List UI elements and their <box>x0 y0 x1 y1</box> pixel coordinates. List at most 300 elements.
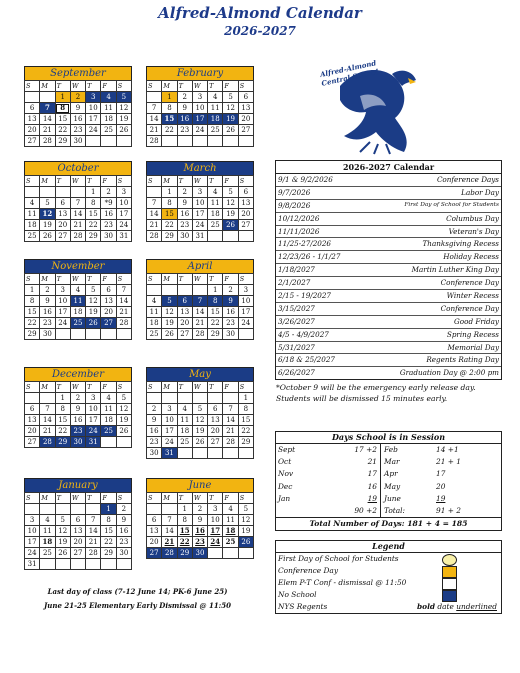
day-cell: 21 <box>192 318 207 329</box>
event-date: 11/11/2026 <box>278 226 320 236</box>
weekday-label: S <box>238 493 253 504</box>
weekday-label: T <box>86 382 101 393</box>
day-cell: 2 <box>177 92 192 103</box>
day-cell <box>147 187 162 198</box>
days-cell: Jan <box>278 493 291 503</box>
calendar-year: 2026-2027 <box>224 24 296 38</box>
day-cell: 27 <box>238 220 253 231</box>
day-cell: 7 <box>40 404 55 415</box>
day-cell: 7 <box>147 103 162 114</box>
day-cell: 8 <box>162 198 177 209</box>
day-cell: 31 <box>192 231 207 242</box>
day-cell: 23 <box>177 220 192 231</box>
day-cell <box>116 329 131 340</box>
days-cell: 16 <box>323 481 381 493</box>
day-cell <box>162 136 177 147</box>
day-cell: 6 <box>238 187 253 198</box>
month-header: September <box>24 66 132 80</box>
day-cell: 5 <box>223 92 238 103</box>
day-cell: 18 <box>101 415 116 426</box>
weekday-label: T <box>177 382 192 393</box>
day-cell: 14 <box>162 526 177 537</box>
logo-text: Alfred-Almond Central School <box>319 58 380 88</box>
day-cell: 6 <box>147 515 162 526</box>
day-cell <box>208 136 223 147</box>
day-cell: 27 <box>70 548 85 559</box>
day-cell: 11 <box>177 415 192 426</box>
day-cell: 9 <box>223 296 238 307</box>
day-cell: 21 <box>86 537 101 548</box>
weekday-label: S <box>147 274 162 285</box>
weekday-label: T <box>55 176 70 187</box>
day-cell: 8 <box>177 515 192 526</box>
legend-row <box>276 553 501 565</box>
day-cell: 8 <box>238 404 253 415</box>
day-cell: 23 <box>223 318 238 329</box>
day-cell: 27 <box>147 548 162 559</box>
day-cell: 22 <box>208 318 223 329</box>
month-october <box>24 161 132 242</box>
footer-last-day: Last day of class (7-12 June 14; PK-6 June 25) <box>47 587 228 596</box>
day-cell: 23 <box>177 125 192 136</box>
day-cell: 30 <box>147 448 162 459</box>
day-cell: 28 <box>70 231 85 242</box>
weekday-label: W <box>192 382 207 393</box>
weekday-label: T <box>177 274 192 285</box>
weekday-label: S <box>147 493 162 504</box>
day-cell: 19 <box>162 318 177 329</box>
day-cell: 18 <box>147 318 162 329</box>
event-name: Columbus Day <box>446 213 499 223</box>
weekday-label: T <box>177 81 192 92</box>
day-cell: 18 <box>40 537 55 548</box>
day-cell: 15 <box>162 209 177 220</box>
days-cell: 21 + 1 <box>436 457 461 467</box>
day-cell: 12 <box>223 198 238 209</box>
day-cell <box>55 329 70 340</box>
day-cell: 5 <box>40 198 55 209</box>
day-cell: 1 <box>55 393 70 404</box>
event-date: 1/18/2027 <box>278 265 315 275</box>
day-cell: 30 <box>192 548 207 559</box>
event-name: First Day of School for Students <box>404 201 499 208</box>
day-cell: 3 <box>192 92 207 103</box>
day-cell: 2 <box>101 187 116 198</box>
day-cell: 25 <box>70 318 85 329</box>
event-row <box>276 251 501 264</box>
event-row <box>276 367 501 379</box>
event-name: Conference Day <box>440 278 499 288</box>
day-cell: 16 <box>116 526 131 537</box>
day-cell: 1 <box>162 92 177 103</box>
day-cell: 13 <box>25 114 40 125</box>
calendar-title: Alfred-Almond Calendar <box>158 4 362 22</box>
day-cell: 2 <box>70 393 85 404</box>
day-cell: 20 <box>208 426 223 437</box>
weekday-label: F <box>101 382 116 393</box>
day-cell: 22 <box>55 426 70 437</box>
day-cell <box>162 285 177 296</box>
weekday-label: S <box>147 382 162 393</box>
day-cell: 22 <box>55 125 70 136</box>
day-cell: 11 <box>25 209 40 220</box>
weekday-label: S <box>25 493 40 504</box>
day-cell: 17 <box>192 209 207 220</box>
event-name: Conference Days <box>436 175 499 184</box>
day-cell: 26 <box>162 329 177 340</box>
days-cell: 17 <box>436 469 446 479</box>
day-cell: 8 <box>208 296 223 307</box>
day-cell: 26 <box>192 437 207 448</box>
legend-row <box>276 577 501 589</box>
day-cell: 21 <box>147 125 162 136</box>
day-cell: 24 <box>208 537 223 548</box>
day-cell: 23 <box>101 220 116 231</box>
day-cell: 27 <box>101 318 116 329</box>
day-cell: 14 <box>40 114 55 125</box>
event-date: 3/15/2027 <box>278 303 315 313</box>
day-cell: 15 <box>101 526 116 537</box>
event-name: Memorial Day <box>447 342 499 352</box>
weekday-label: W <box>192 81 207 92</box>
day-cell: 7 <box>86 515 101 526</box>
day-cell: 6 <box>101 285 116 296</box>
day-cell: 18 <box>177 426 192 437</box>
day-cell: 4 <box>70 285 85 296</box>
day-cell: 13 <box>208 415 223 426</box>
day-cell: 30 <box>223 329 238 340</box>
day-cell: 28 <box>223 437 238 448</box>
day-cell: 10 <box>162 415 177 426</box>
day-cell: 25 <box>147 329 162 340</box>
day-cell: 14 <box>70 209 85 220</box>
days-cell: 91 + 2 <box>436 505 461 515</box>
weekday-label: M <box>162 493 177 504</box>
day-cell: 7 <box>70 198 85 209</box>
day-cell: 2 <box>177 187 192 198</box>
days-cell: Sept <box>278 445 296 454</box>
day-cell: 4 <box>25 198 40 209</box>
day-cell: 12 <box>162 307 177 318</box>
days-cell: Nov <box>278 469 294 479</box>
day-cell: 2 <box>192 504 207 515</box>
day-cell: 20 <box>25 125 40 136</box>
day-cell: 17 <box>86 415 101 426</box>
weekday-label: T <box>55 274 70 285</box>
weekday-label: T <box>86 176 101 187</box>
days-cell: 19 <box>436 493 446 503</box>
day-cell: 2 <box>40 285 55 296</box>
day-cell: 4 <box>40 515 55 526</box>
weekday-label: T <box>177 176 192 187</box>
day-cell: 24 <box>162 437 177 448</box>
day-cell: 20 <box>55 220 70 231</box>
day-cell: 15 <box>177 526 192 537</box>
day-cell: 10 <box>55 296 70 307</box>
day-cell: 8 <box>55 404 70 415</box>
day-cell: 9 <box>70 404 85 415</box>
days-row <box>276 444 501 456</box>
day-cell: 30 <box>70 437 85 448</box>
day-cell: 24 <box>238 318 253 329</box>
day-cell: 7 <box>162 515 177 526</box>
day-cell: 25 <box>40 548 55 559</box>
day-cell <box>40 92 55 103</box>
days-cell: 19 <box>323 493 381 505</box>
day-cell: 4 <box>208 187 223 198</box>
day-cell: 7 <box>116 285 131 296</box>
weekday-label: T <box>55 81 70 92</box>
day-cell: 5 <box>162 296 177 307</box>
day-cell: 5 <box>55 515 70 526</box>
event-date: 6/26/2027 <box>278 368 315 378</box>
event-date: 2/1/2027 <box>278 278 311 288</box>
day-cell: 5 <box>192 404 207 415</box>
day-cell: 2 <box>147 404 162 415</box>
day-cell: 20 <box>25 426 40 437</box>
month-december <box>24 367 132 448</box>
weekday-label: M <box>162 382 177 393</box>
event-name: Thanksgiving Recess <box>422 239 499 249</box>
weekday-label: S <box>25 81 40 92</box>
events-table <box>275 160 502 380</box>
day-cell: 5 <box>86 285 101 296</box>
day-cell: 1 <box>25 285 40 296</box>
day-cell: 1 <box>238 393 253 404</box>
day-cell: 24 <box>55 318 70 329</box>
event-name: Martin Luther King Day <box>411 265 499 275</box>
weekday-label: T <box>208 382 223 393</box>
weekday-label: W <box>192 176 207 187</box>
month-march <box>146 161 254 242</box>
events-title: 2026-2027 Calendar <box>276 161 501 174</box>
day-cell: 22 <box>238 426 253 437</box>
day-cell: 2 <box>70 92 85 103</box>
event-date: 9/8/2026 <box>278 200 311 210</box>
day-cell: 15 <box>162 114 177 125</box>
day-cell <box>70 559 85 570</box>
day-cell: 8 <box>101 515 116 526</box>
day-cell <box>25 504 40 515</box>
day-cell: 5 <box>116 393 131 404</box>
day-cell: 20 <box>177 318 192 329</box>
legend-row <box>276 601 501 613</box>
weekday-label: S <box>147 176 162 187</box>
day-cell: 10 <box>192 198 207 209</box>
day-cell: 8 <box>25 296 40 307</box>
day-cell: 15 <box>55 114 70 125</box>
day-cell: 29 <box>208 329 223 340</box>
day-cell: 18 <box>208 114 223 125</box>
event-row <box>276 329 501 342</box>
day-cell: 11 <box>223 515 238 526</box>
day-cell: 28 <box>162 548 177 559</box>
day-cell: 21 <box>223 426 238 437</box>
day-cell: 20 <box>147 537 162 548</box>
days-cell: 17 +2 <box>323 444 381 456</box>
day-cell <box>177 136 192 147</box>
day-cell: 21 <box>40 125 55 136</box>
day-cell: 6 <box>208 404 223 415</box>
day-cell: *9 <box>101 198 116 209</box>
weekday-label: T <box>55 493 70 504</box>
weekday-label: M <box>40 81 55 92</box>
day-cell: 19 <box>116 415 131 426</box>
weekday-label: T <box>86 274 101 285</box>
day-cell: 12 <box>40 209 55 220</box>
day-cell <box>86 136 101 147</box>
weekday-label: S <box>238 81 253 92</box>
day-cell: 16 <box>177 209 192 220</box>
day-cell: 29 <box>25 329 40 340</box>
day-cell: 30 <box>70 136 85 147</box>
day-cell: 12 <box>116 103 131 114</box>
day-cell: 4 <box>101 393 116 404</box>
day-cell: 16 <box>40 307 55 318</box>
day-cell <box>40 393 55 404</box>
month-june <box>146 478 254 559</box>
day-cell: 7 <box>147 198 162 209</box>
day-cell: 12 <box>192 415 207 426</box>
day-cell: 1 <box>55 92 70 103</box>
day-cell: 28 <box>40 437 55 448</box>
day-cell <box>25 187 40 198</box>
day-cell: 3 <box>192 187 207 198</box>
legend-label: NYS Regents <box>278 602 328 611</box>
weekday-label: F <box>223 382 238 393</box>
weekday-label: S <box>25 382 40 393</box>
day-cell <box>40 504 55 515</box>
day-cell: 12 <box>238 515 253 526</box>
day-cell: 16 <box>147 426 162 437</box>
day-cell: 21 <box>116 307 131 318</box>
weekday-label: T <box>208 274 223 285</box>
day-cell: 7 <box>192 296 207 307</box>
weekday-label: W <box>70 176 85 187</box>
day-cell: 17 <box>162 426 177 437</box>
weekday-label: T <box>208 176 223 187</box>
day-cell: 1 <box>162 187 177 198</box>
weekday-label: S <box>147 81 162 92</box>
day-cell: 29 <box>86 231 101 242</box>
day-cell: 7 <box>40 103 55 114</box>
day-cell: 19 <box>40 220 55 231</box>
weekday-label: W <box>70 382 85 393</box>
day-cell <box>192 136 207 147</box>
days-cell: 17 <box>323 468 381 480</box>
weekday-label: F <box>223 493 238 504</box>
day-cell <box>177 393 192 404</box>
day-cell <box>147 285 162 296</box>
day-cell: 14 <box>147 114 162 125</box>
day-cell: 28 <box>116 318 131 329</box>
event-row <box>276 174 501 187</box>
legend-label: First Day of School for Students <box>278 554 399 563</box>
day-cell: 16 <box>70 114 85 125</box>
day-cell: 25 <box>101 426 116 437</box>
weekday-label: S <box>116 176 131 187</box>
day-cell: 3 <box>86 92 101 103</box>
day-cell: 6 <box>238 92 253 103</box>
event-date: 6/18 & 25/2027 <box>278 355 335 365</box>
day-cell: 8 <box>86 198 101 209</box>
day-cell: 18 <box>101 114 116 125</box>
day-cell: 4 <box>223 504 238 515</box>
day-cell: 20 <box>238 209 253 220</box>
day-cell: 2 <box>223 285 238 296</box>
days-cell: Apr <box>384 469 398 479</box>
day-cell: 13 <box>147 526 162 537</box>
day-cell: 13 <box>177 307 192 318</box>
day-cell <box>101 437 116 448</box>
day-cell <box>55 187 70 198</box>
day-cell: 18 <box>25 220 40 231</box>
day-cell <box>208 448 223 459</box>
event-date: 5/31/2027 <box>278 342 315 352</box>
day-cell: 17 <box>55 307 70 318</box>
day-cell: 19 <box>55 537 70 548</box>
day-cell: 1 <box>86 187 101 198</box>
days-row <box>276 493 501 505</box>
days-cell: 14 +1 <box>436 445 459 454</box>
legend-box <box>275 540 502 614</box>
day-cell: 30 <box>101 231 116 242</box>
day-cell: 11 <box>101 404 116 415</box>
day-cell: 28 <box>86 548 101 559</box>
day-cell <box>25 92 40 103</box>
day-cell: 23 <box>70 125 85 136</box>
day-cell: 3 <box>116 187 131 198</box>
day-cell: 10 <box>86 103 101 114</box>
weekday-label: S <box>238 382 253 393</box>
legend-row <box>276 589 501 601</box>
day-cell: 10 <box>86 404 101 415</box>
day-cell: 11 <box>70 296 85 307</box>
day-cell: 21 <box>40 426 55 437</box>
day-cell: 5 <box>116 92 131 103</box>
day-cell: 5 <box>223 187 238 198</box>
day-cell <box>162 504 177 515</box>
weekday-label: F <box>101 176 116 187</box>
day-cell: 31 <box>86 437 101 448</box>
days-row <box>276 468 501 480</box>
day-cell: 26 <box>223 220 238 231</box>
day-cell: 23 <box>192 537 207 548</box>
day-cell: 17 <box>192 114 207 125</box>
event-row <box>276 277 501 290</box>
day-cell <box>70 187 85 198</box>
day-cell: 3 <box>86 393 101 404</box>
days-row <box>276 481 501 493</box>
day-cell: 16 <box>192 526 207 537</box>
day-cell: 24 <box>192 220 207 231</box>
day-cell: 9 <box>177 198 192 209</box>
day-cell: 13 <box>70 526 85 537</box>
footer-early-dismissal: June 21-25 Elementary Early Dismissal @ 11:50 <box>43 601 232 610</box>
day-cell: 14 <box>223 415 238 426</box>
event-date: 4/5 - 4/9/2027 <box>278 329 329 339</box>
days-cell: Feb <box>384 445 398 454</box>
day-cell: 31 <box>116 231 131 242</box>
weekday-label: T <box>86 493 101 504</box>
day-cell: 16 <box>70 415 85 426</box>
event-name: Good Friday <box>454 316 499 326</box>
weekday-label: T <box>55 382 70 393</box>
day-cell: 17 <box>238 307 253 318</box>
day-cell: 29 <box>55 136 70 147</box>
day-cell <box>238 136 253 147</box>
day-cell: 29 <box>55 437 70 448</box>
